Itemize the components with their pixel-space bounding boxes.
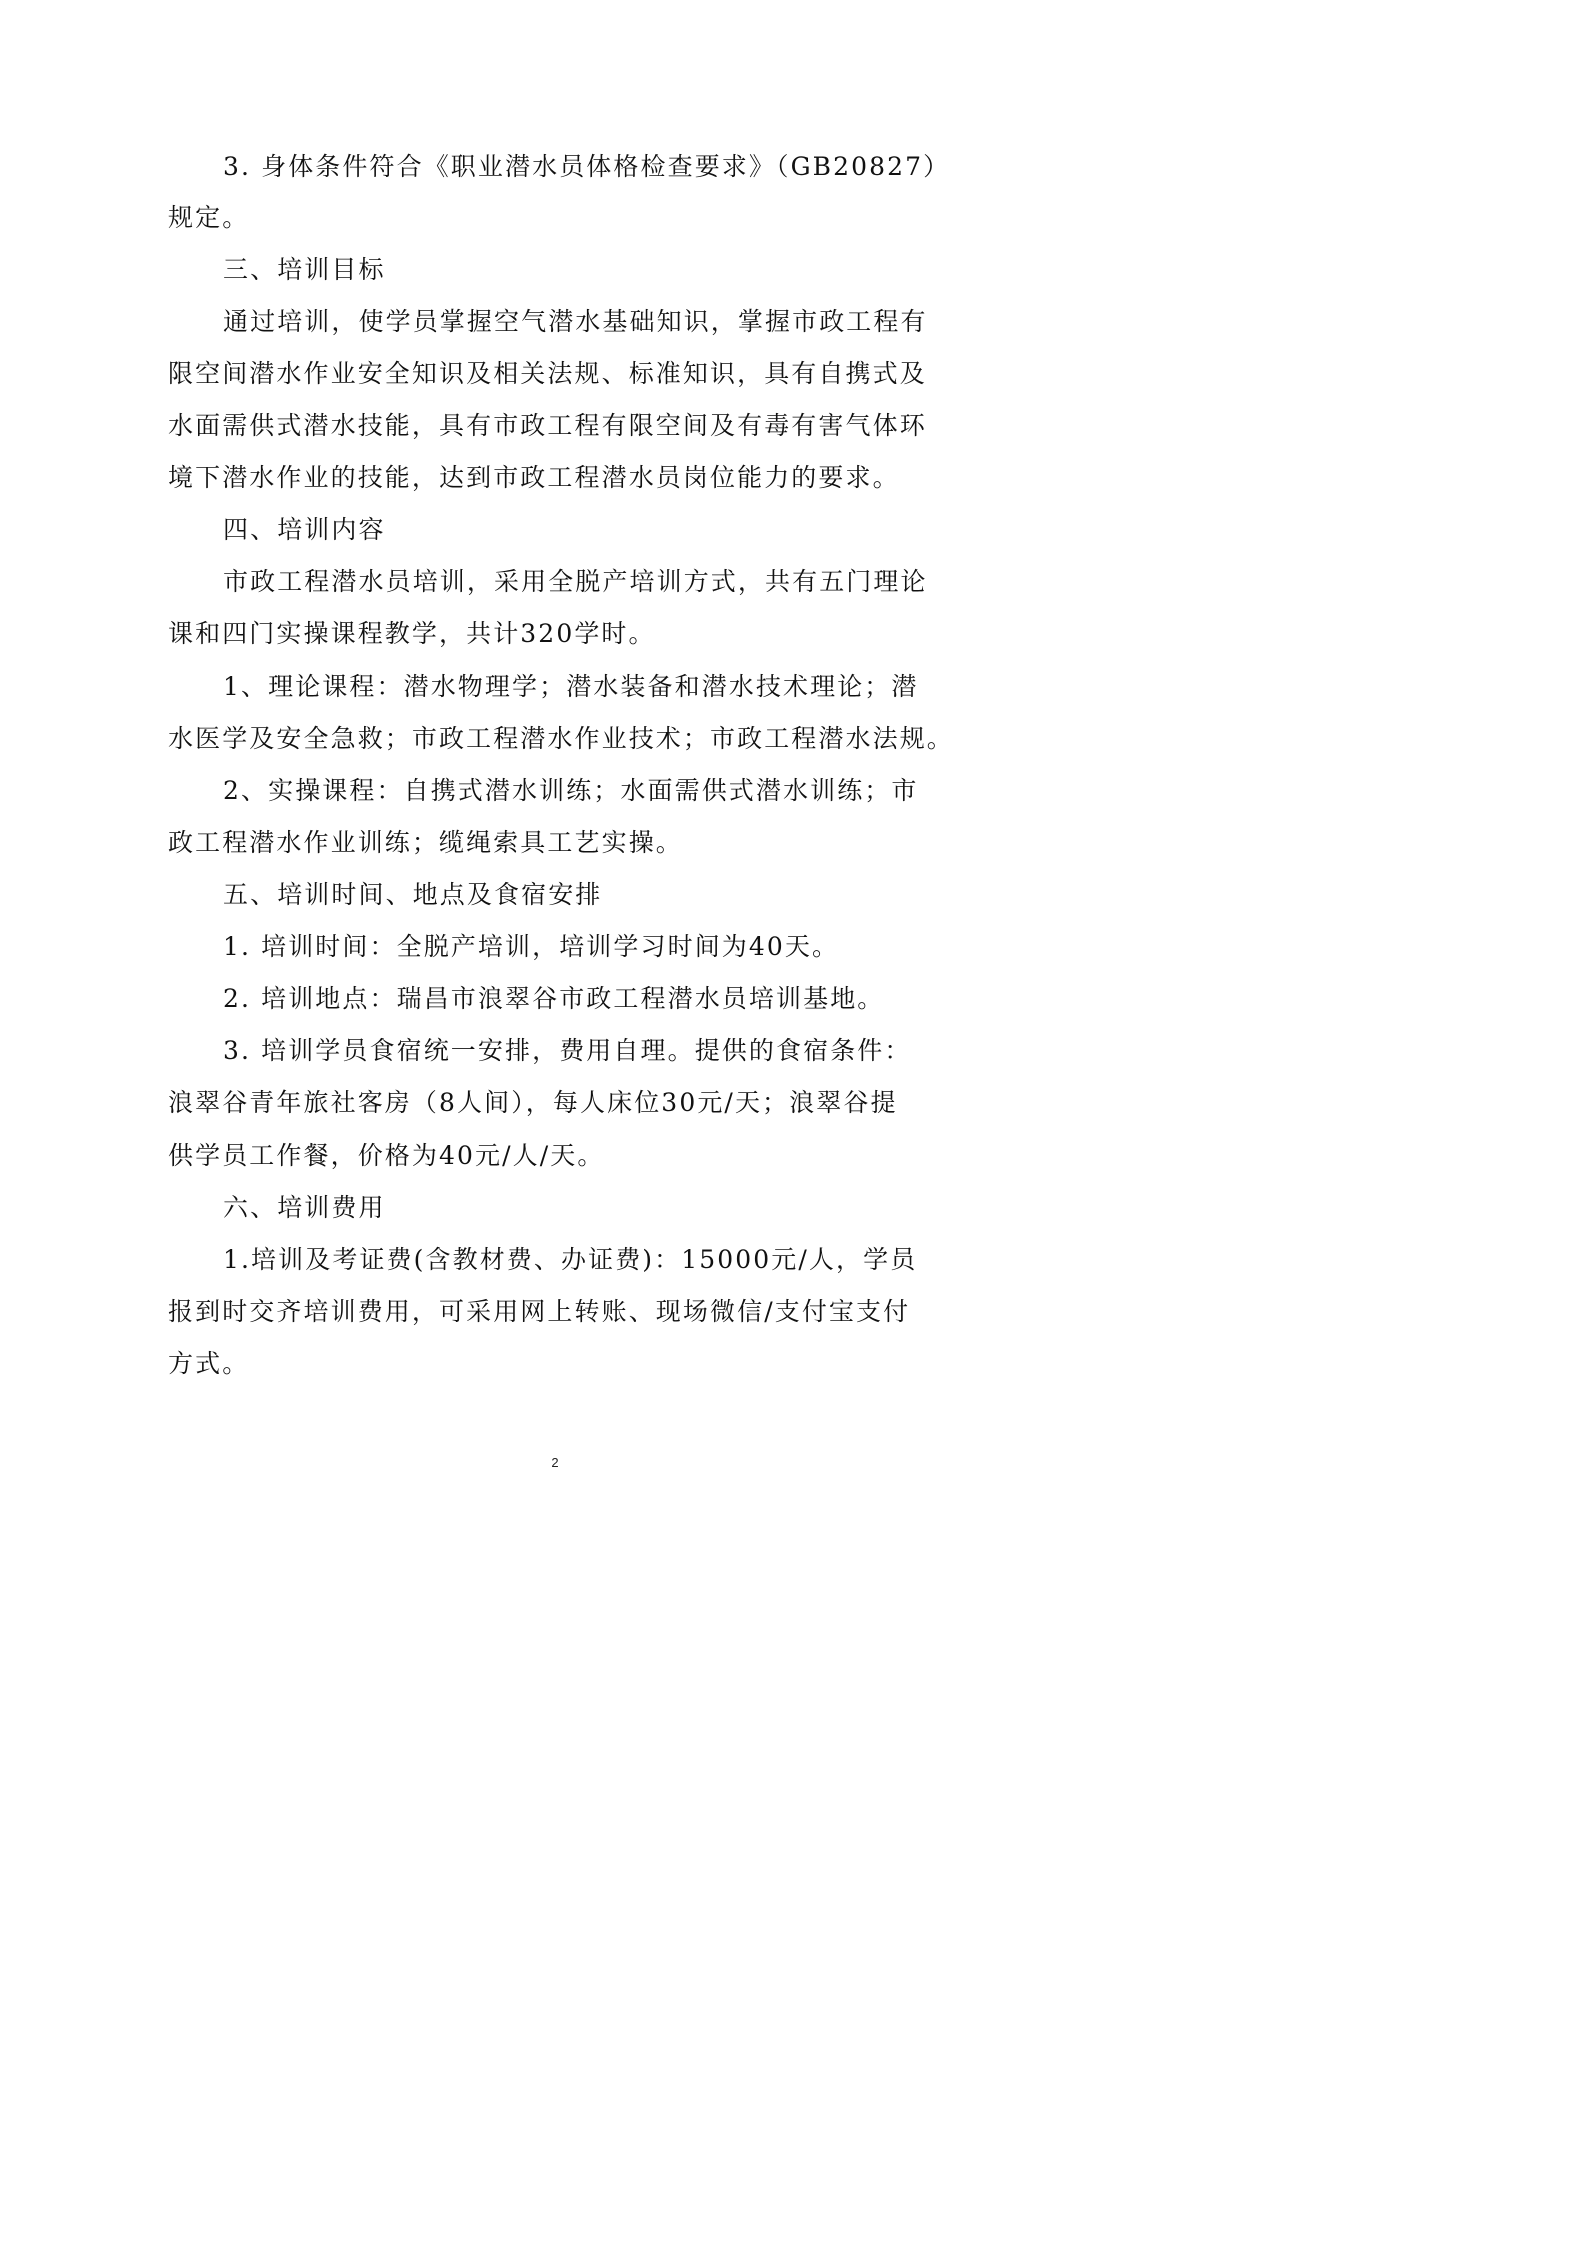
paragraph-line: 市政工程潜水员培训，采用全脱产培训方式，共有五门理论	[223, 567, 928, 596]
paragraph-line: 报到时交齐培训费用，可采用网上转账、现场微信/支付宝支付	[168, 1297, 911, 1326]
document-page	[0, 0, 1110, 1570]
paragraph-line: 1. 培训时间：全脱产培训，培训学习时间为40天。	[223, 932, 840, 961]
paragraph-line: 3. 培训学员食宿统一安排，费用自理。提供的食宿条件：	[223, 1036, 912, 1065]
paragraph-line: 课和四门实操课程教学，共计320学时。	[168, 619, 656, 648]
paragraph-line: 政工程潜水作业训练；缆绳索具工艺实操。	[168, 828, 683, 857]
paragraph-line: 方式。	[168, 1349, 250, 1378]
paragraph-line: 浪翠谷青年旅社客房（8人间），每人床位30元/天；浪翠谷提	[168, 1088, 898, 1117]
paragraph-line: 1、理论课程：潜水物理学；潜水装备和潜水技术理论；潜	[223, 672, 919, 701]
paragraph-line: 规定。	[168, 203, 250, 232]
paragraph-line: 水医学及安全急救；市政工程潜水作业技术；市政工程潜水法规。	[168, 724, 954, 753]
section-heading: 四、培训内容	[223, 515, 386, 544]
section-heading: 三、培训目标	[223, 255, 386, 284]
paragraph-line: 1.培训及考证费(含教材费、办证费)：15000元/人，学员	[223, 1245, 918, 1274]
paragraph-line: 限空间潜水作业安全知识及相关法规、标准知识，具有自携式及	[168, 359, 927, 388]
paragraph-line: 3. 身体条件符合《职业潜水员体格检查要求》（GB20827）	[223, 152, 951, 181]
paragraph-line: 通过培训，使学员掌握空气潜水基础知识，掌握市政工程有	[223, 307, 928, 336]
paragraph-line: 境下潜水作业的技能，达到市政工程潜水员岗位能力的要求。	[168, 463, 900, 492]
section-heading: 六、培训费用	[223, 1193, 386, 1222]
paragraph-line: 2、实操课程：自携式潜水训练；水面需供式潜水训练；市	[223, 776, 919, 805]
section-heading: 五、培训时间、地点及食宿安排	[223, 880, 603, 909]
paragraph-line: 供学员工作餐，价格为40元/人/天。	[168, 1141, 605, 1170]
paragraph-line: 2. 培训地点：瑞昌市浪翠谷市政工程潜水员培训基地。	[223, 984, 885, 1013]
paragraph-line: 水面需供式潜水技能，具有市政工程有限空间及有毒有害气体环	[168, 411, 927, 440]
page-number: 2	[551, 1455, 559, 1470]
